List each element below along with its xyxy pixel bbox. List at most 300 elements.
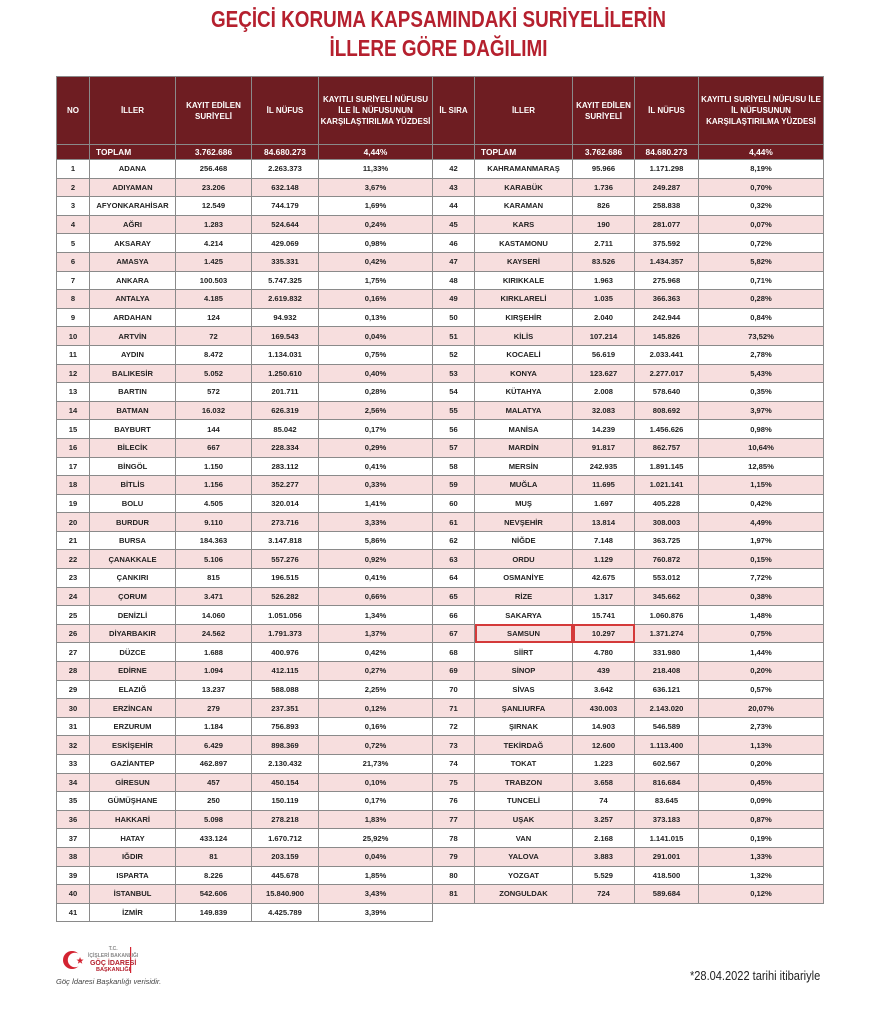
left-percent-cell: 0,29% bbox=[319, 438, 433, 457]
left-registered-cell: 149.839 bbox=[176, 903, 252, 922]
left-province-cell: ANTALYA bbox=[90, 290, 176, 309]
right-population-cell: 1.434.357 bbox=[635, 252, 699, 271]
table-row bbox=[57, 829, 824, 848]
left-population-cell: 445.678 bbox=[252, 866, 319, 885]
left-population-cell: 898.369 bbox=[252, 736, 319, 755]
right-province-cell: MUŞ bbox=[475, 494, 573, 513]
left-registered-cell: 13.237 bbox=[176, 680, 252, 699]
left-no-cell: 9 bbox=[57, 308, 90, 327]
right-registered-cell: 1.317 bbox=[573, 587, 635, 606]
right-no-cell: 64 bbox=[433, 569, 475, 588]
left-no-cell: 36 bbox=[57, 810, 90, 829]
right-no-cell: 70 bbox=[433, 680, 475, 699]
right-registered-cell: 123.627 bbox=[573, 364, 635, 383]
header-registered-right: KAYIT EDİLEN SURİYELİ bbox=[573, 77, 635, 145]
left-province-cell: AĞRI bbox=[90, 215, 176, 234]
left-province-cell: ARTVİN bbox=[90, 327, 176, 346]
right-population-cell: 816.684 bbox=[635, 773, 699, 792]
left-percent-cell: 2,56% bbox=[319, 401, 433, 420]
right-percent-cell: 0,70% bbox=[699, 178, 824, 197]
empty-cell bbox=[433, 903, 475, 922]
left-province-cell: BALIKESİR bbox=[90, 364, 176, 383]
right-percent-cell: 1,13% bbox=[699, 736, 824, 755]
left-registered-cell: 6.429 bbox=[176, 736, 252, 755]
right-registered-cell: 7.148 bbox=[573, 531, 635, 550]
right-percent-cell: 10,64% bbox=[699, 438, 824, 457]
left-population-cell: 237.351 bbox=[252, 699, 319, 718]
right-population-cell: 291.001 bbox=[635, 847, 699, 866]
table-row bbox=[57, 755, 824, 774]
right-no-cell: 49 bbox=[433, 290, 475, 309]
right-registered-cell: 32.083 bbox=[573, 401, 635, 420]
table-row bbox=[57, 364, 824, 383]
right-no-cell: 78 bbox=[433, 829, 475, 848]
right-province-cell: YOZGAT bbox=[475, 866, 573, 885]
right-population-cell: 2.033.441 bbox=[635, 345, 699, 364]
right-population-cell: 589.684 bbox=[635, 885, 699, 904]
right-registered-cell: 15.741 bbox=[573, 606, 635, 625]
left-province-cell: BAYBURT bbox=[90, 420, 176, 439]
right-registered-cell: 242.935 bbox=[573, 457, 635, 476]
logo-line-3: GÖÇ İDARESİ bbox=[89, 960, 137, 967]
left-percent-cell: 0,42% bbox=[319, 643, 433, 662]
left-registered-cell: 542.606 bbox=[176, 885, 252, 904]
table-row bbox=[57, 178, 824, 197]
right-population-cell: 363.725 bbox=[635, 531, 699, 550]
right-registered-cell: 5.529 bbox=[573, 866, 635, 885]
right-registered-cell: 10.297 bbox=[573, 624, 635, 643]
right-percent-cell: 0,72% bbox=[699, 234, 824, 253]
total-label: TOPLAM bbox=[90, 145, 176, 160]
header-population: İL NÜFUS bbox=[252, 77, 319, 145]
left-population-cell: 2.263.373 bbox=[252, 160, 319, 179]
right-percent-cell: 0,98% bbox=[699, 420, 824, 439]
left-registered-cell: 1.425 bbox=[176, 252, 252, 271]
right-percent-cell: 0,09% bbox=[699, 792, 824, 811]
right-percent-cell: 5,43% bbox=[699, 364, 824, 383]
left-population-cell: 2.130.432 bbox=[252, 755, 319, 774]
left-no-cell: 25 bbox=[57, 606, 90, 625]
left-percent-cell: 0,66% bbox=[319, 587, 433, 606]
right-no-cell: 63 bbox=[433, 550, 475, 569]
table-row bbox=[57, 792, 824, 811]
right-registered-cell: 3.658 bbox=[573, 773, 635, 792]
left-population-cell: 203.159 bbox=[252, 847, 319, 866]
right-population-cell: 1.171.298 bbox=[635, 160, 699, 179]
total-row bbox=[57, 145, 824, 160]
left-percent-cell: 0,13% bbox=[319, 308, 433, 327]
empty-cell bbox=[635, 903, 699, 922]
left-percent-cell: 0,04% bbox=[319, 327, 433, 346]
left-province-cell: ERZİNCAN bbox=[90, 699, 176, 718]
logo-text bbox=[88, 946, 138, 974]
right-population-cell: 862.757 bbox=[635, 438, 699, 457]
left-province-cell: ELAZIĞ bbox=[90, 680, 176, 699]
right-no-cell: 76 bbox=[433, 792, 475, 811]
left-no-cell: 27 bbox=[57, 643, 90, 662]
source-note: Göç İdaresi Başkanlığı verisidir. bbox=[56, 977, 162, 986]
left-registered-cell: 12.549 bbox=[176, 197, 252, 216]
right-no-cell: 47 bbox=[433, 252, 475, 271]
right-registered-cell: 56.619 bbox=[573, 345, 635, 364]
left-population-cell: 228.334 bbox=[252, 438, 319, 457]
right-population-cell: 2.143.020 bbox=[635, 699, 699, 718]
right-province-cell: SAMSUN bbox=[475, 624, 573, 643]
left-province-cell: HATAY bbox=[90, 829, 176, 848]
left-no-cell: 24 bbox=[57, 587, 90, 606]
left-registered-cell: 1.283 bbox=[176, 215, 252, 234]
right-registered-cell: 1.697 bbox=[573, 494, 635, 513]
left-percent-cell: 0,41% bbox=[319, 569, 433, 588]
left-population-cell: 15.840.900 bbox=[252, 885, 319, 904]
right-percent-cell: 20,07% bbox=[699, 699, 824, 718]
right-population-cell: 373.183 bbox=[635, 810, 699, 829]
left-registered-cell: 124 bbox=[176, 308, 252, 327]
right-percent-cell: 0,71% bbox=[699, 271, 824, 290]
header-no-right: İL SIRA bbox=[433, 77, 475, 145]
right-registered-cell: 724 bbox=[573, 885, 635, 904]
right-no-cell: 53 bbox=[433, 364, 475, 383]
left-population-cell: 526.282 bbox=[252, 587, 319, 606]
left-population-cell: 412.115 bbox=[252, 662, 319, 681]
right-percent-cell: 2,78% bbox=[699, 345, 824, 364]
right-population-cell: 546.589 bbox=[635, 717, 699, 736]
right-no-cell: 50 bbox=[433, 308, 475, 327]
table-row bbox=[57, 810, 824, 829]
right-registered-cell: 2.040 bbox=[573, 308, 635, 327]
right-percent-cell: 0,32% bbox=[699, 197, 824, 216]
right-population-cell: 275.968 bbox=[635, 271, 699, 290]
table-row bbox=[57, 587, 824, 606]
right-province-cell: SAKARYA bbox=[475, 606, 573, 625]
right-province-cell: ŞIRNAK bbox=[475, 717, 573, 736]
right-registered-cell: 11.695 bbox=[573, 476, 635, 495]
total-blank bbox=[57, 145, 90, 160]
left-registered-cell: 8.472 bbox=[176, 345, 252, 364]
right-no-cell: 45 bbox=[433, 215, 475, 234]
right-province-cell: NEVŞEHİR bbox=[475, 513, 573, 532]
table-row bbox=[57, 717, 824, 736]
province-distribution-table bbox=[56, 76, 824, 922]
right-population-cell: 553.012 bbox=[635, 569, 699, 588]
right-population-cell: 1.021.141 bbox=[635, 476, 699, 495]
header-registered: KAYIT EDİLEN SURİYELİ bbox=[176, 77, 252, 145]
left-province-cell: HAKKARİ bbox=[90, 810, 176, 829]
left-province-cell: IĞDIR bbox=[90, 847, 176, 866]
right-population-cell: 1.060.876 bbox=[635, 606, 699, 625]
left-registered-cell: 184.363 bbox=[176, 531, 252, 550]
table-row bbox=[57, 438, 824, 457]
left-registered-cell: 667 bbox=[176, 438, 252, 457]
right-no-cell: 46 bbox=[433, 234, 475, 253]
right-percent-cell: 0,12% bbox=[699, 885, 824, 904]
left-population-cell: 2.619.832 bbox=[252, 290, 319, 309]
left-no-cell: 23 bbox=[57, 569, 90, 588]
left-percent-cell: 0,33% bbox=[319, 476, 433, 495]
right-percent-cell: 0,45% bbox=[699, 773, 824, 792]
right-no-cell: 81 bbox=[433, 885, 475, 904]
left-registered-cell: 815 bbox=[176, 569, 252, 588]
right-population-cell: 418.500 bbox=[635, 866, 699, 885]
right-no-cell: 79 bbox=[433, 847, 475, 866]
left-province-cell: EDİRNE bbox=[90, 662, 176, 681]
left-population-cell: 429.069 bbox=[252, 234, 319, 253]
left-population-cell: 1.791.373 bbox=[252, 624, 319, 643]
right-province-cell: MARDİN bbox=[475, 438, 573, 457]
right-registered-cell: 1.963 bbox=[573, 271, 635, 290]
table-row bbox=[57, 736, 824, 755]
table-row bbox=[57, 773, 824, 792]
left-province-cell: ANKARA bbox=[90, 271, 176, 290]
left-percent-cell: 0,98% bbox=[319, 234, 433, 253]
left-province-cell: DÜZCE bbox=[90, 643, 176, 662]
table-row bbox=[57, 234, 824, 253]
right-province-cell: KİLİS bbox=[475, 327, 573, 346]
right-percent-cell: 1,44% bbox=[699, 643, 824, 662]
left-province-cell: ADIYAMAN bbox=[90, 178, 176, 197]
left-no-cell: 32 bbox=[57, 736, 90, 755]
left-population-cell: 278.218 bbox=[252, 810, 319, 829]
left-no-cell: 7 bbox=[57, 271, 90, 290]
left-population-cell: 3.147.818 bbox=[252, 531, 319, 550]
left-no-cell: 31 bbox=[57, 717, 90, 736]
left-population-cell: 1.134.031 bbox=[252, 345, 319, 364]
left-percent-cell: 11,33% bbox=[319, 160, 433, 179]
left-percent-cell: 0,10% bbox=[319, 773, 433, 792]
left-province-cell: ERZURUM bbox=[90, 717, 176, 736]
right-no-cell: 68 bbox=[433, 643, 475, 662]
right-population-cell: 249.287 bbox=[635, 178, 699, 197]
table-row bbox=[57, 662, 824, 681]
right-province-cell: KAYSERİ bbox=[475, 252, 573, 271]
left-registered-cell: 433.124 bbox=[176, 829, 252, 848]
left-percent-cell: 0,92% bbox=[319, 550, 433, 569]
table-row bbox=[57, 197, 824, 216]
left-percent-cell: 0,72% bbox=[319, 736, 433, 755]
left-registered-cell: 1.150 bbox=[176, 457, 252, 476]
right-registered-cell: 1.035 bbox=[573, 290, 635, 309]
right-province-cell: TUNCELİ bbox=[475, 792, 573, 811]
right-province-cell: MALATYA bbox=[475, 401, 573, 420]
right-no-cell: 43 bbox=[433, 178, 475, 197]
left-percent-cell: 0,41% bbox=[319, 457, 433, 476]
right-registered-cell: 14.903 bbox=[573, 717, 635, 736]
left-registered-cell: 81 bbox=[176, 847, 252, 866]
table-row bbox=[57, 606, 824, 625]
left-no-cell: 6 bbox=[57, 252, 90, 271]
right-province-cell: SİNOP bbox=[475, 662, 573, 681]
right-province-cell: VAN bbox=[475, 829, 573, 848]
table-row bbox=[57, 847, 824, 866]
left-no-cell: 19 bbox=[57, 494, 90, 513]
table-row bbox=[57, 531, 824, 550]
right-population-cell: 1.113.400 bbox=[635, 736, 699, 755]
left-no-cell: 37 bbox=[57, 829, 90, 848]
right-population-cell: 331.980 bbox=[635, 643, 699, 662]
right-percent-cell: 0,20% bbox=[699, 662, 824, 681]
right-no-cell: 62 bbox=[433, 531, 475, 550]
right-population-cell: 1.456.626 bbox=[635, 420, 699, 439]
right-province-cell: KARS bbox=[475, 215, 573, 234]
date-note: *28.04.2022 tarihi itibariyle bbox=[689, 968, 820, 983]
left-province-cell: AMASYA bbox=[90, 252, 176, 271]
left-population-cell: 1.250.610 bbox=[252, 364, 319, 383]
table-row bbox=[57, 345, 824, 364]
right-no-cell: 80 bbox=[433, 866, 475, 885]
right-province-cell: KASTAMONU bbox=[475, 234, 573, 253]
left-percent-cell: 0,17% bbox=[319, 792, 433, 811]
right-no-cell: 54 bbox=[433, 383, 475, 402]
right-percent-cell: 4,49% bbox=[699, 513, 824, 532]
left-percent-cell: 0,17% bbox=[319, 420, 433, 439]
left-population-cell: 588.088 bbox=[252, 680, 319, 699]
left-percent-cell: 0,24% bbox=[319, 215, 433, 234]
left-registered-cell: 572 bbox=[176, 383, 252, 402]
left-registered-cell: 1.156 bbox=[176, 476, 252, 495]
right-registered-cell: 1.223 bbox=[573, 755, 635, 774]
right-population-cell: 308.003 bbox=[635, 513, 699, 532]
table-row bbox=[57, 903, 824, 922]
right-province-cell: KOCAELİ bbox=[475, 345, 573, 364]
left-registered-cell: 5.106 bbox=[176, 550, 252, 569]
right-province-cell: SİVAS bbox=[475, 680, 573, 699]
empty-cell bbox=[475, 903, 573, 922]
left-population-cell: 450.154 bbox=[252, 773, 319, 792]
right-registered-cell: 2.168 bbox=[573, 829, 635, 848]
right-no-cell: 74 bbox=[433, 755, 475, 774]
right-registered-cell: 1.129 bbox=[573, 550, 635, 569]
left-registered-cell: 100.503 bbox=[176, 271, 252, 290]
left-population-cell: 744.179 bbox=[252, 197, 319, 216]
right-registered-cell: 3.883 bbox=[573, 847, 635, 866]
left-no-cell: 3 bbox=[57, 197, 90, 216]
right-no-cell: 66 bbox=[433, 606, 475, 625]
right-registered-cell: 2.008 bbox=[573, 383, 635, 402]
right-percent-cell: 0,35% bbox=[699, 383, 824, 402]
left-no-cell: 4 bbox=[57, 215, 90, 234]
left-population-cell: 4.425.789 bbox=[252, 903, 319, 922]
left-population-cell: 150.119 bbox=[252, 792, 319, 811]
left-population-cell: 335.331 bbox=[252, 252, 319, 271]
right-no-cell: 73 bbox=[433, 736, 475, 755]
right-registered-cell: 12.600 bbox=[573, 736, 635, 755]
table-row bbox=[57, 401, 824, 420]
left-registered-cell: 250 bbox=[176, 792, 252, 811]
right-percent-cell: 2,73% bbox=[699, 717, 824, 736]
right-province-cell: KONYA bbox=[475, 364, 573, 383]
left-registered-cell: 14.060 bbox=[176, 606, 252, 625]
left-no-cell: 33 bbox=[57, 755, 90, 774]
right-registered-cell: 74 bbox=[573, 792, 635, 811]
page-title bbox=[79, 5, 798, 63]
left-population-cell: 557.276 bbox=[252, 550, 319, 569]
right-no-cell: 61 bbox=[433, 513, 475, 532]
left-population-cell: 632.148 bbox=[252, 178, 319, 197]
left-registered-cell: 9.110 bbox=[176, 513, 252, 532]
right-percent-cell: 1,32% bbox=[699, 866, 824, 885]
right-province-cell: RİZE bbox=[475, 587, 573, 606]
left-population-cell: 400.976 bbox=[252, 643, 319, 662]
right-no-cell: 51 bbox=[433, 327, 475, 346]
table-row bbox=[57, 513, 824, 532]
header-province-right: İLLER bbox=[475, 77, 573, 145]
left-percent-cell: 1,41% bbox=[319, 494, 433, 513]
right-percent-cell: 0,38% bbox=[699, 587, 824, 606]
left-province-cell: GAZİANTEP bbox=[90, 755, 176, 774]
right-population-cell: 1.141.015 bbox=[635, 829, 699, 848]
right-registered-cell: 439 bbox=[573, 662, 635, 681]
left-percent-cell: 0,75% bbox=[319, 345, 433, 364]
right-registered-cell: 2.711 bbox=[573, 234, 635, 253]
right-percent-cell: 0,20% bbox=[699, 755, 824, 774]
right-percent-cell: 0,57% bbox=[699, 680, 824, 699]
right-population-cell: 145.826 bbox=[635, 327, 699, 346]
table-row bbox=[57, 885, 824, 904]
left-registered-cell: 4.505 bbox=[176, 494, 252, 513]
left-province-cell: GÜMÜŞHANE bbox=[90, 792, 176, 811]
right-no-cell: 75 bbox=[433, 773, 475, 792]
left-population-cell: 169.543 bbox=[252, 327, 319, 346]
right-province-cell: TEKİRDAĞ bbox=[475, 736, 573, 755]
left-province-cell: ESKİŞEHİR bbox=[90, 736, 176, 755]
left-no-cell: 20 bbox=[57, 513, 90, 532]
right-percent-cell: 0,15% bbox=[699, 550, 824, 569]
right-province-cell: SİİRT bbox=[475, 643, 573, 662]
title-line-2: İLLERE GÖRE DAĞILIMI bbox=[329, 35, 548, 61]
left-percent-cell: 3,43% bbox=[319, 885, 433, 904]
left-no-cell: 5 bbox=[57, 234, 90, 253]
right-registered-cell: 95.966 bbox=[573, 160, 635, 179]
right-percent-cell: 7,72% bbox=[699, 569, 824, 588]
right-population-cell: 281.077 bbox=[635, 215, 699, 234]
left-percent-cell: 0,12% bbox=[319, 699, 433, 718]
left-population-cell: 273.716 bbox=[252, 513, 319, 532]
right-no-cell: 56 bbox=[433, 420, 475, 439]
right-registered-cell: 91.817 bbox=[573, 438, 635, 457]
right-population-cell: 636.121 bbox=[635, 680, 699, 699]
right-percent-cell: 5,82% bbox=[699, 252, 824, 271]
left-registered-cell: 1.184 bbox=[176, 717, 252, 736]
left-population-cell: 626.319 bbox=[252, 401, 319, 420]
left-no-cell: 10 bbox=[57, 327, 90, 346]
left-no-cell: 29 bbox=[57, 680, 90, 699]
table-row bbox=[57, 420, 824, 439]
total-population: 84.680.273 bbox=[252, 145, 319, 160]
table-row bbox=[57, 327, 824, 346]
left-province-cell: BATMAN bbox=[90, 401, 176, 420]
left-province-cell: AYDIN bbox=[90, 345, 176, 364]
left-registered-cell: 4.214 bbox=[176, 234, 252, 253]
left-registered-cell: 462.897 bbox=[176, 755, 252, 774]
table-row bbox=[57, 624, 824, 643]
left-province-cell: BARTIN bbox=[90, 383, 176, 402]
left-percent-cell: 1,34% bbox=[319, 606, 433, 625]
right-province-cell: KÜTAHYA bbox=[475, 383, 573, 402]
table-row bbox=[57, 308, 824, 327]
table-row bbox=[57, 215, 824, 234]
left-population-cell: 1.670.712 bbox=[252, 829, 319, 848]
header-percent-right: KAYITLI SURİYELİ NÜFUSU İLE İL NÜFUSUNUN KARŞILAŞTIRILMA YÜZDESİ bbox=[699, 77, 824, 145]
left-percent-cell: 3,39% bbox=[319, 903, 433, 922]
left-population-cell: 196.515 bbox=[252, 569, 319, 588]
table-row bbox=[57, 160, 824, 179]
right-province-cell: UŞAK bbox=[475, 810, 573, 829]
right-percent-cell: 0,28% bbox=[699, 290, 824, 309]
left-no-cell: 40 bbox=[57, 885, 90, 904]
left-population-cell: 756.893 bbox=[252, 717, 319, 736]
left-registered-cell: 1.688 bbox=[176, 643, 252, 662]
left-registered-cell: 5.052 bbox=[176, 364, 252, 383]
